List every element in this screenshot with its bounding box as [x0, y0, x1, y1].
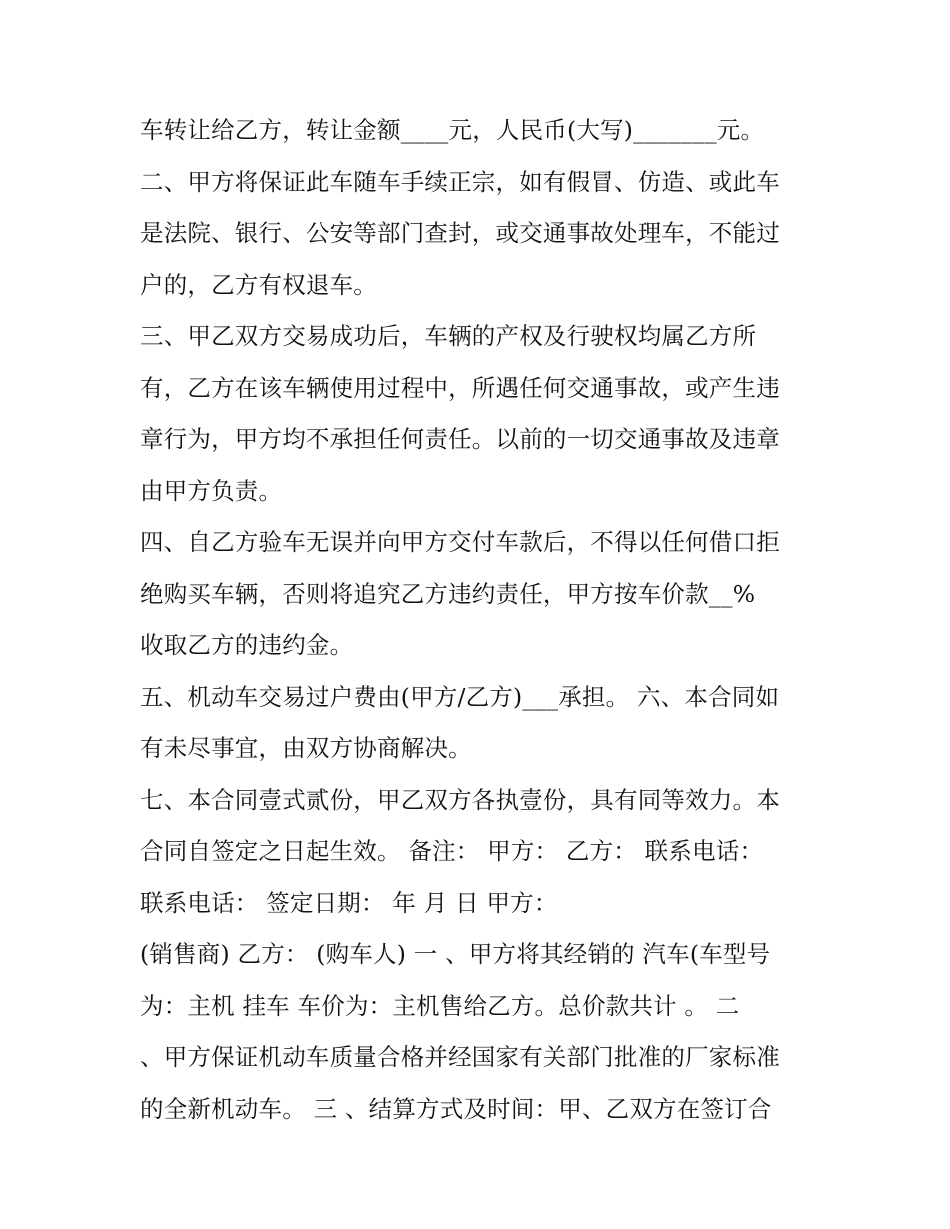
text-line: 的全新机动车。 三 、结算方式及时间：甲、乙双方在签订合: [140, 1094, 772, 1123]
text-line: 二、甲方将保证此车随车手续正宗，如有假冒、仿造、或此车: [140, 167, 780, 196]
text-line: 四、自乙方验车无误并向甲方交付车款后，不得以任何借口拒: [140, 528, 780, 556]
text-line: 绝购买车辆，否则将追究乙方违约责任，甲方按车价款__%: [140, 579, 756, 608]
text-line: 、甲方保证机动车质量合格并经国家有关部门批准的厂家标准: [140, 1043, 780, 1071]
contract-body: [140, 105, 830, 1135]
text-line: 户的，乙方有权退车。: [140, 270, 377, 299]
text-line: 是法院、银行、公安等部门查封，或交通事故处理车，不能过: [140, 219, 780, 247]
text-line: 由甲方负责。: [140, 476, 283, 505]
text-line: 三、甲乙双方交易成功后，车辆的产权及行驶权均属乙方所: [140, 322, 757, 350]
text-line: 有未尽事宜，由双方协商解决。: [140, 734, 472, 762]
text-line: 收取乙方的违约金。: [140, 631, 354, 659]
text-line: 七、本合同壹式贰份，甲乙双方各执壹份，具有同等效力。本: [140, 785, 780, 814]
text-line: 五、机动车交易过户费由(甲方/乙方)___承担。 六、本合同如: [140, 682, 780, 711]
text-line: 有，乙方在该车辆使用过程中，所遇任何交通事故，或产生违: [140, 373, 780, 402]
text-line: (销售商) 乙方： (购车人) 一 、甲方将其经销的 汽车(车型号: [140, 940, 771, 968]
text-line: 车转让给乙方，转让金额____元，人民币(大写)_______元。: [140, 116, 765, 144]
text-line: 合同自签定之日起生效。 备注： 甲方： 乙方： 联系电话：: [140, 837, 764, 865]
text-line: 联系电话： 签定日期： 年 月 日 甲方：: [140, 888, 558, 917]
text-line: 为：主机 挂车 车价为：主机售给乙方。总价款共计 。 二: [140, 991, 740, 1020]
text-line: 章行为，甲方均不承担任何责任。以前的一切交通事故及违章: [140, 425, 780, 453]
